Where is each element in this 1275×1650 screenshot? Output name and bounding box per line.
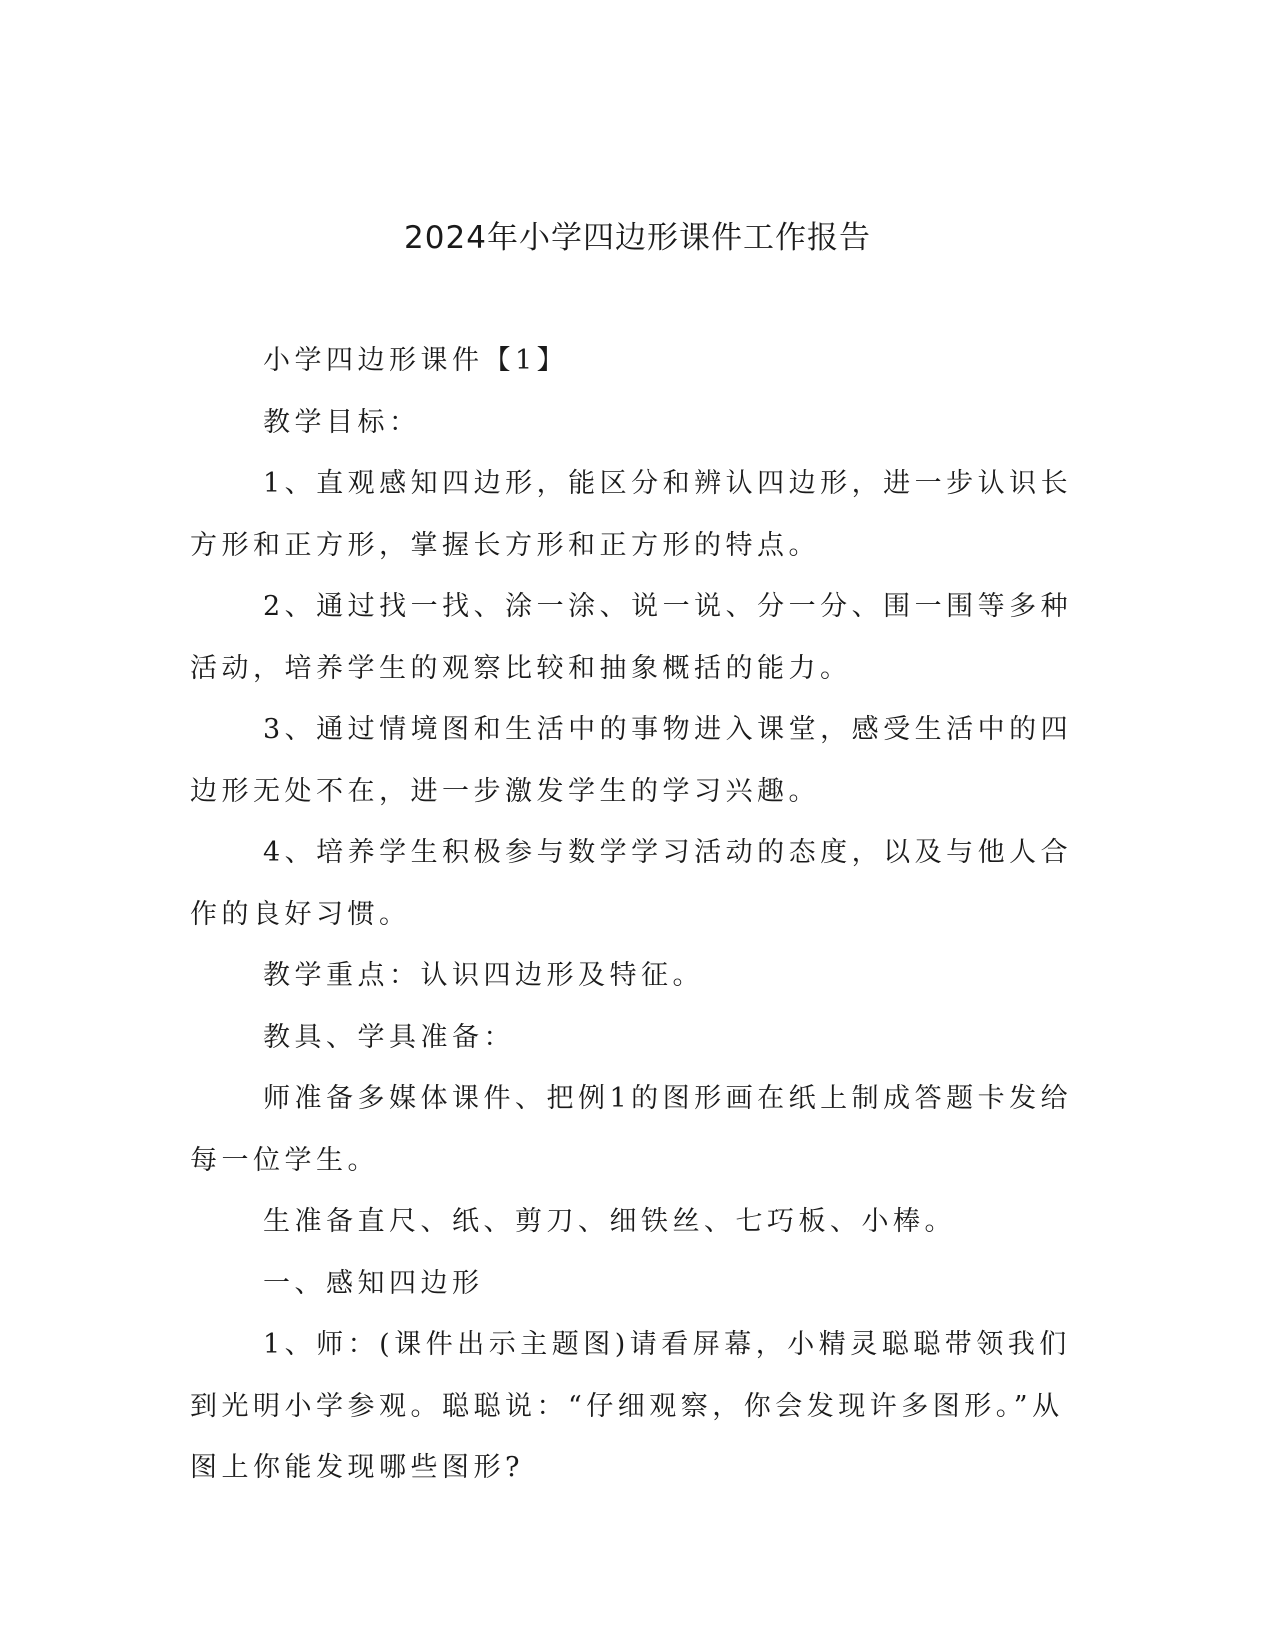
activity-paragraph: 1、师：(课件出示主题图)请看屏幕，小精灵聪聪带领我们到光明小学参观。聪聪说：“仔细观察，你会发现许多图形。”从图上你能发现哪些图形?: [190, 1329, 1071, 1483]
section-heading: 小学四边形课件【1】: [263, 345, 569, 376]
objectives-heading: 教学目标：: [263, 406, 421, 438]
teacher-materials: 师准备多媒体课件、把例1的图形画在纸上制成答题卡发给每一位学生。: [190, 1083, 1073, 1176]
part-heading: 一、感知四边形: [263, 1267, 484, 1299]
objective-item: 2、通过找一找、涂一涂、说一说、分一分、围一围等多种活动，培养学生的观察比较和抽象概括的能力。: [190, 591, 1073, 684]
materials-heading: 教具、学具准备：: [263, 1021, 515, 1053]
objective-item: 3、通过情境图和生活中的事物进入课堂，感受生活中的四边形无处不在，进一步激发学生的学习兴趣。: [190, 714, 1073, 807]
objective-item: 4、培养学生积极参与数学学习活动的态度，以及与他人合作的良好习惯。: [190, 837, 1073, 930]
document-title: 2024年小学四边形课件工作报告: [404, 220, 871, 256]
document-body: [190, 330, 1083, 1499]
objective-item: 1、直观感知四边形，能区分和辨认四边形，进一步认识长方形和正方形，掌握长方形和正方形的特点。: [190, 468, 1073, 561]
student-materials: 生准备直尺、纸、剪刀、细铁丝、七巧板、小棒。: [263, 1206, 956, 1237]
key-point: 教学重点：认识四边形及特征。: [263, 960, 704, 991]
